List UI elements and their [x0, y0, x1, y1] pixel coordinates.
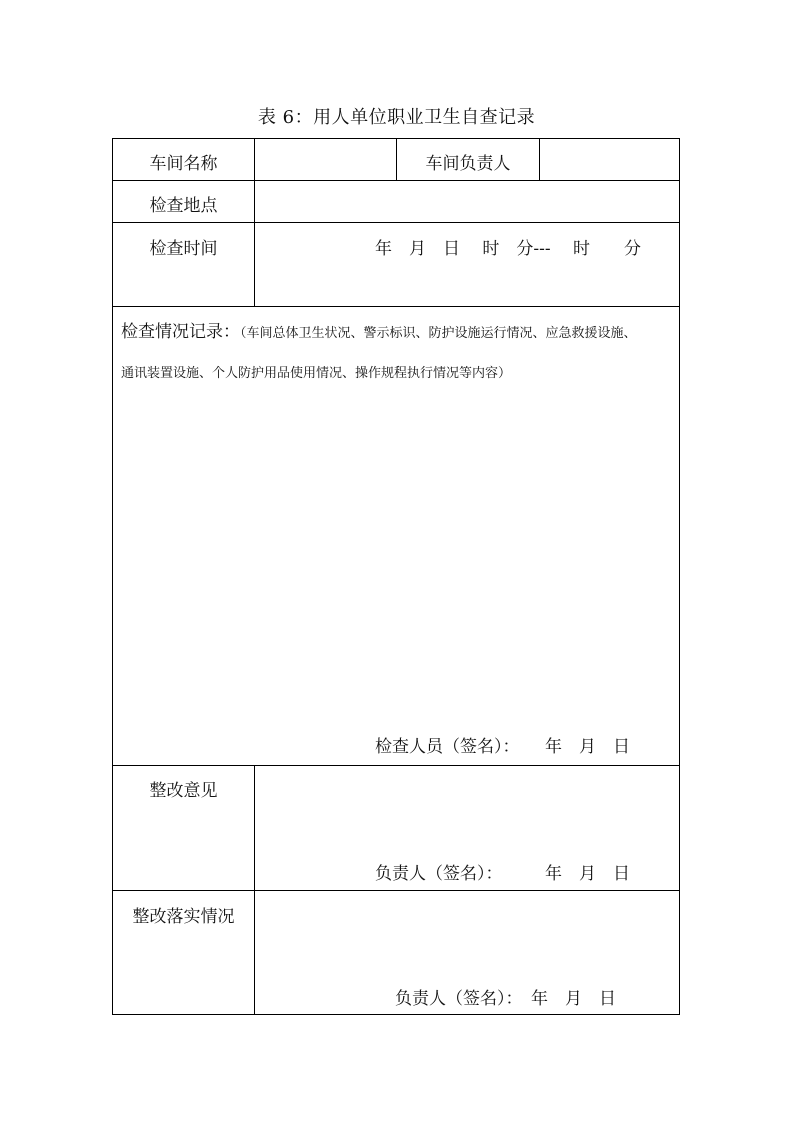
rectification-label: 整改意见: [149, 781, 218, 801]
implementation-label: 整改落实情况: [132, 907, 235, 927]
self-inspection-table: [112, 138, 680, 1015]
workshop-manager-field[interactable]: [540, 149, 679, 179]
row-divider: [113, 180, 679, 181]
time-field[interactable]: 年 月 日 时 分--- 时 分: [375, 239, 642, 259]
inspection-record-heading: [121, 317, 637, 342]
document-title: 表 6：用人单位职业卫生自查记录: [257, 107, 536, 128]
workshop-name-field[interactable]: [255, 149, 396, 179]
rectification-signature-line: 负责人（签名）： 年 月 日: [375, 864, 630, 884]
inspection-record-hint-line2: 通讯装置设施、个人防护用品使用情况、操作规程执行情况等内容）: [121, 366, 512, 381]
workshop-name-label: 车间名称: [149, 154, 218, 174]
row-divider: [113, 222, 679, 223]
time-label: 检查时间: [149, 239, 218, 259]
inspection-record-label: 检查情况记录：: [121, 322, 240, 342]
implementation-signature-line: 负责人（签名）： 年 月 日: [395, 989, 616, 1009]
inspection-record-cell[interactable]: [113, 307, 679, 765]
workshop-manager-label: 车间负责人: [425, 154, 511, 174]
location-field[interactable]: [255, 191, 679, 221]
inspector-signature-line: 检查人员（签名）： 年 月 日: [375, 737, 630, 757]
inspection-record-hint-line1: （车间总体卫生状况、警示标识、防护设施运行情况、应急救援设施、: [240, 326, 637, 341]
location-label: 检查地点: [149, 196, 218, 216]
